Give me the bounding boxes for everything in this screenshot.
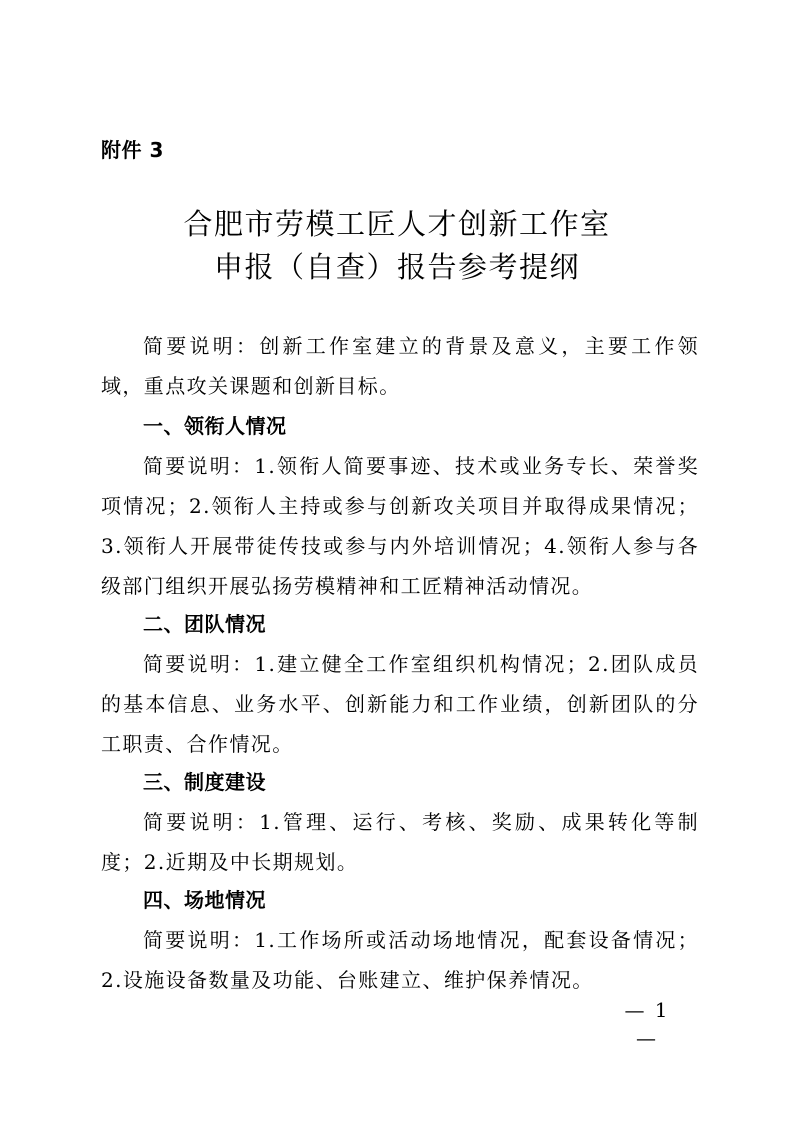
section-text-venue: 简要说明：1.工作场所或活动场地情况，配套设备情况；2.设施设备数量及功能、台账建立、维护保养情况。 (101, 928, 699, 992)
section-heading-venue: 四、场地情况 (143, 888, 266, 912)
section-text-leader: 简要说明：1.领衔人简要事迹、技术或业务专长、荣誉奖项情况；2.领衔人主持或参与创新攻关项目并取得成果情况；3.领衔人开展带徒传技或参与内外培训情况；4.领衔人参与各级部门组织开展弘扬劳模精神和工匠精神活动情况。 (101, 454, 699, 598)
attachment-label: 附件 3 (101, 138, 164, 162)
section-heading-leader: 一、领衔人情况 (143, 414, 287, 438)
section-heading-team: 二、团队情况 (143, 612, 266, 636)
document-title-line-2: 申报（自查）报告参考提纲 (213, 250, 580, 284)
section-text-team: 简要说明：1.建立健全工作室组织机构情况；2.团队成员的基本信息、业务水平、创新能力和工作业绩，创新团队的分工职责、合作情况。 (101, 652, 699, 756)
document-title-line-1: 合肥市劳模工匠人才创新工作室 (183, 207, 611, 241)
section-text-system: 简要说明：1.管理、运行、考核、奖励、成果转化等制度；2.近期及中长期规划。 (101, 810, 699, 874)
page-number: — 1 — (624, 998, 670, 1050)
section-heading-system: 三、制度建设 (143, 770, 266, 794)
intro-paragraph: 简要说明：创新工作室建立的背景及意义，主要工作领域，重点攻关课题和创新目标。 (101, 334, 699, 398)
